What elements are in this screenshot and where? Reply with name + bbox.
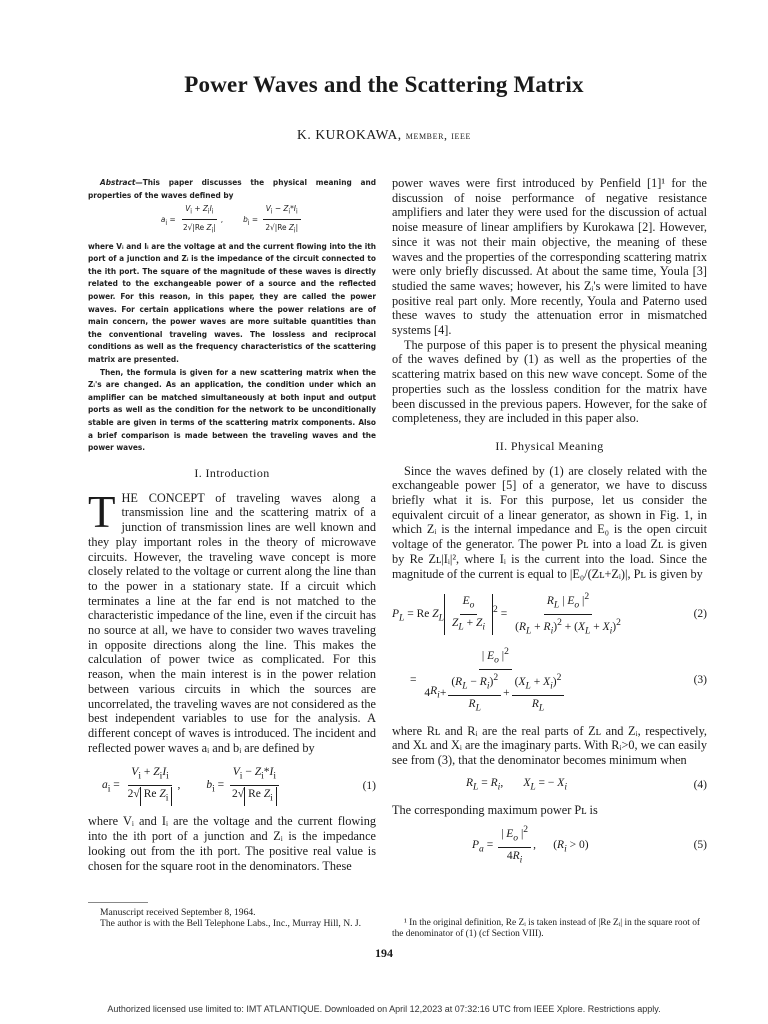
right-p1: power waves were first introduced by Penfield [1]¹ for the discussion of noise performance of negative resistance amplifiers and later they were used for the discussion of actual noise measure of linear amplifiers by Kurokawa [2]. However, since it was not their main objective, the meaning of these waves and the properties of the corresponding scattering matrix were only briefly discussed. At about the same time, Youla [3] studied the same waves; however, his Zᵢ's were limited to have positive real part only. More recently, Youla and Paterno used these waves to study the attenuation error in mismatched systems [4]. [392,176,707,338]
footnote-affiliation: The author is with the Bell Telephone Labs., Inc., Murray Hill, N. J. [100,918,362,929]
equation-1: $a_i$ = $\frac{V_i + Z_iI_i}{2√ Re Z_i}$ , $b_i$ = $\frac{V_i - Z_i*I_i}{2√ Re Z_i}$ (1) [88,765,376,806]
page-number: 194 [375,946,393,960]
equation-5: $P_a$ = $\frac{| E_o |^2}{4R_i}$ , $(R_i > 0)$ (5) [472,824,707,866]
license-notice: Authorized licensed use limited to: IMT ATLANTIQUE. Downloaded on April 12,2023 at 07:32:16 UTC from IEEE Xplore. Restrictions apply. [107,1004,661,1014]
drop-cap: T [88,486,116,537]
footnote-left [88,907,378,929]
equation-2-number: (2) [693,608,707,621]
paper-title: Power Waves and the Scattering Matrix [184,72,584,97]
abstract-p3: Then, the formula is given for a new scattering matrix when the Zᵢ's are changed. As an application, the condition under which an amplifier can be matched simultaneously at both input and output ports as well as the condition for the network to be unconditionally stable are given in terms of the scattering matrix components. Also a brief comparison is made between the traveling waves and the power waves. [88,366,376,453]
equation-4: $R_L = R_i$, $X_L$ = − $X_i$ (4) [466,776,707,792]
abstract-equation: $a_i$ = $\frac{V_i + Z_iI_i}{2√|Re Z_i|}$ , $b_i$ = $\frac{V_i - Z_i*I_i}{2√|Re Z_i|}$ [88,202,376,237]
equation-3-number: (3) [693,673,707,686]
author-name: K. KUROKAWA, [297,127,402,142]
equation-4-number: (4) [693,778,707,791]
right-p3: Since the waves defined by (1) are closely related with the exchangeable power [5] of a generator, we have to discuss briefly what it is. For this purpose, let us consider the equivalent circuit of a linear generator, as shown in Fig. 1, in which Zᵢ is the internal impedance and E₀ is the open circuit voltage of the generator. The power Pʟ into a load Zʟ is given by Re Zʟ|Iᵢ|², where Iᵢ is the current into the load. Since the magnitude of the current is equal to |E₀/(Zʟ+Zᵢ)|, Pʟ is given by [392,463,707,581]
footnote-rule [88,902,148,903]
right-p4: where Rʟ and Rᵢ are the real parts of Zʟ and Zᵢ, respectively, and Xʟ and Xᵢ are the imaginary parts. With Rᵢ>0, we can easily see from (3), that the denominator becomes minimum when [392,723,707,767]
footnote-right [392,918,707,940]
footnote-manuscript: Manuscript received September 8, 1964. [100,907,256,918]
abstract-p1: This paper discusses the physical meaning and properties of the waves defined by [88,177,376,200]
right-p5: The corresponding maximum power Pʟ is [392,802,598,817]
author-role: member, ieee [405,128,471,142]
equation-5-number: (5) [693,839,707,852]
abstract-p2: where Vᵢ and Iᵢ are the voltage at and the current flowing into the ith port of a junction and Zᵢ is the impedance of the circuit connected to the ith port. The square of the magnitude of these waves is directly related to the exchangeable power of a source and the reflected power. For this reason, in this paper, they are called the power waves. For certain applications where the power relations are of main concern, the power waves are more suitable quantities than the conventional traveling waves. The lossless and reciprocal conditions as well as the frequency characteristics of the scattering matrix are presented. [88,240,376,364]
introduction-p2: where Vᵢ and Iᵢ are the voltage and the current flowing into the ith port of a junction and Zᵢ is the impedance looking out from the ith port. The positive real value is chosen for the square root in the denominators. These [88,814,376,873]
right-body [392,176,707,868]
footnote-1: ¹ In the original definition, Re Zᵢ is taken instead of |Re Zᵢ| in the square root of the denominator of (1) (cf Section VIII). [392,918,701,939]
equation-3: = | $E_o$ $|^2$ 4 $R_i$ + $\frac{(R_L - R_i)^2}{R_L}$ + $\frac{(X_L + X_i)^2}{R_L}$ (3) [410,645,707,713]
left-column [88,176,376,873]
section-heading-physical-meaning: II. Physical Meaning [495,438,604,453]
equation-1-number: (1) [362,779,376,792]
introduction-p1: HE CONCEPT of traveling waves along a transmission line and the scattering matrix of a junction of transmission lines are well known and they play important roles in the theory of microwave circuits. However, the traveling wave concept is more closely related to the voltage or current along the line than to the power in a stationary state. If a circuit which terminates a line at the far end is not matched to the characteristic impedance of the line, even if the circuit has no source at all, we have to consider two waves traveling in opposite directions along the line. This makes the calculation of power twice as complicated. For this reason, when the main interest is in the power relation between various circuits in which the sources are uncorrelated, the traveling waves are not considered as the best independent variables to use for the analysis. A different concept of waves is introduced. The incident and reflected power waves aᵢ and bᵢ are defined by [88,490,376,755]
equation-2: $P_L = Re$ $Z_L$ $\frac{E_o}{Z_L + Z_i}$ $^2$ = $\frac{R_L | E_o |^2}{(R_L + R_i)^2 + (X_L + X_i)^2}$ (2) [392,591,707,637]
abstract-lead: Abstract— [100,177,143,187]
abstract [88,176,376,454]
introduction-body [88,486,376,873]
section-heading-introduction: I. Introduction [194,465,270,480]
right-p2: The purpose of this paper is to present the physical meaning of the waves defined by (1) as well as the properties of the scattering matrix based on this new wave concept. Some of the properties such as the lossless condition for the matrix have been discussed in the previous papers. However, for the sake of completeness, they are included in this paper also. [392,337,707,426]
right-column [392,176,707,874]
author-line [0,127,768,143]
